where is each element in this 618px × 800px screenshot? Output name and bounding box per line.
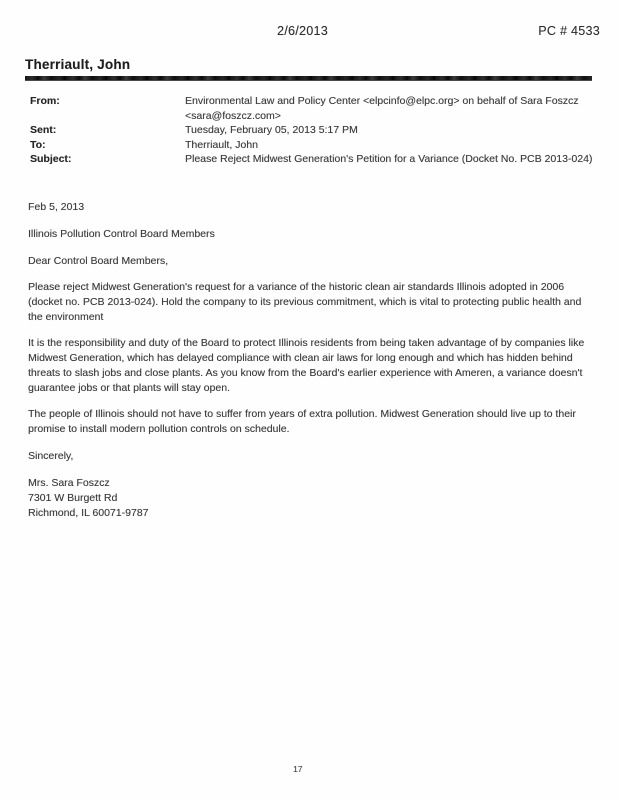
sent-label: Sent:	[30, 124, 57, 136]
signature-address-line1: 7301 W Burgett Rd	[28, 492, 118, 504]
from-value-line2: <sara@foszcz.com>	[185, 109, 281, 122]
letter-paragraph-1: Please reject Midwest Generation's request for a variance of the historic clean air standards Illinois adopted in 2006 (docket no. PCB 2013-024). Hold the company to its previous commitment, which is vital to protecting public health and the environment	[28, 281, 582, 323]
from-value-line1: Environmental Law and Policy Center <elpcinfo@elpc.org> on behalf of Sara Foszcz	[185, 95, 579, 107]
email-header	[30, 94, 600, 167]
heading-divider-rule	[25, 76, 592, 81]
subject-value: Please Reject Midwest Generation's Petition for a Variance (Docket No. PCB 2013-024)	[185, 153, 593, 165]
letter-paragraph-3: The people of Illinois should not have to suffer from years of extra pollution. Midwest Generation should live up to their promise to install modern pollution controls on schedule.	[28, 408, 576, 435]
signature-block	[28, 476, 598, 521]
subject-label: Subject:	[30, 153, 72, 165]
page-number: 17	[293, 764, 303, 774]
scan-date: 2/6/2013	[277, 24, 329, 38]
letter-closing: Sincerely,	[28, 450, 74, 462]
letter-date-line: Feb 5, 2013	[28, 201, 85, 213]
to-field	[30, 138, 600, 153]
letter-body	[28, 200, 598, 521]
sent-value: Tuesday, February 05, 2013 5:17 PM	[185, 124, 358, 136]
from-label: From:	[30, 95, 60, 107]
public-comment-number: PC # 4533	[538, 24, 600, 38]
sent-field	[30, 123, 600, 138]
to-label: To:	[30, 138, 46, 151]
to-value: Therriault, John	[185, 138, 258, 151]
signature-address-line2: Richmond, IL 60071-9787	[28, 507, 149, 519]
from-value	[185, 94, 600, 123]
from-field	[30, 94, 600, 123]
subject-field	[30, 152, 600, 167]
signature-name: Mrs. Sara Foszcz	[28, 477, 110, 489]
letter-salutation: Dear Control Board Members,	[28, 255, 169, 267]
recipient-heading: Therriault, John	[25, 57, 131, 72]
letter-addressee: Illinois Pollution Control Board Members	[28, 228, 215, 240]
letter-paragraph-2: It is the responsibility and duty of the Board to protect Illinois residents from being taken advantage of by companies like Midwest Generation, which has delayed compliance with clean air laws for long enough and which has hidden behind threats to slash jobs and close plants. As you know from the Board's earlier experience with Ameren, a variance doesn't guarantee jobs or that plants will stay open.	[28, 337, 585, 394]
